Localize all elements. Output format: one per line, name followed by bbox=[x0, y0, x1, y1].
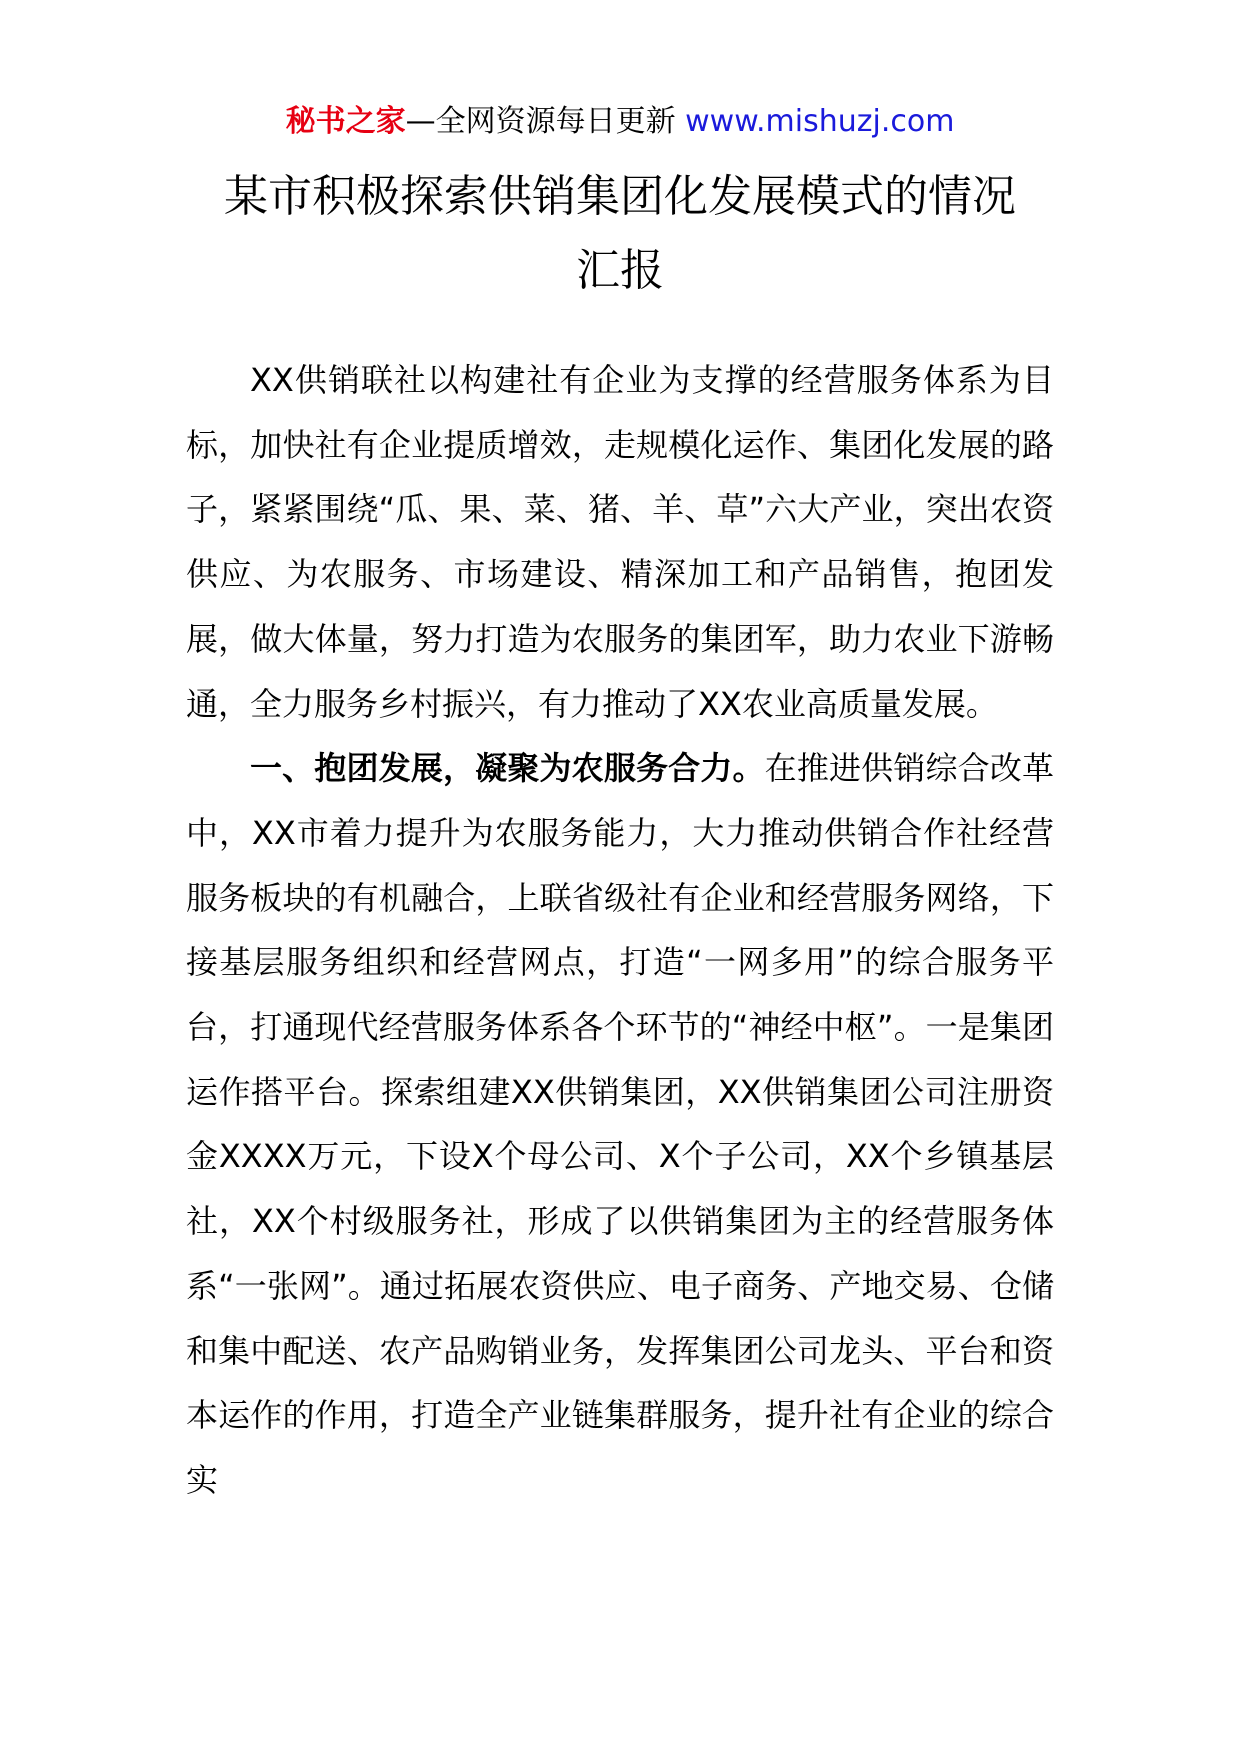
title-line-1: 某市积极探索供销集团化发展模式的情况 bbox=[224, 171, 1016, 222]
paragraph-text: XX供销联社以构建社有企业为支撑的经营服务体系为目标，加快社有企业提质增效，走规模化运作、集团化发展的路子，紧紧围绕“瓜、果、菜、猪、羊、草”六大产业，突出农资供应、为农服务、市场建设、精深加工和产品销售，抱团发展，做大体量，努力打造为农服务的集团军，助力农业下游畅通，全力服务乡村振兴，有力推动了XX农业高质量发展。 bbox=[186, 361, 1054, 723]
paragraph-intro bbox=[186, 348, 1054, 736]
title-line-2: 汇报 bbox=[576, 245, 664, 296]
section-heading: 一、抱团发展，凝聚为农服务合力。 bbox=[250, 749, 765, 788]
site-header bbox=[0, 100, 1240, 144]
site-url-link[interactable]: www.mishuzj.com bbox=[685, 104, 955, 139]
site-brand: 秘书之家 bbox=[285, 104, 406, 139]
paragraph-section-1 bbox=[186, 736, 1054, 1512]
site-tagline: —全网资源每日更新 bbox=[405, 104, 686, 139]
document-title bbox=[190, 160, 1050, 308]
document-body bbox=[186, 348, 1054, 1513]
paragraph-text: 在推进供销综合改革中，XX市着力提升为农服务能力，大力推动供销合作社经营服务板块的有机融合，上联省级社有企业和经营服务网络，下接基层服务组织和经营网点，打造“一网多用”的综合服务平台，打通现代经营服务体系各个环节的“神经中枢”。一是集团运作搭平台。探索组建XX供销集团，XX供销集团公司注册资金XXXX万元，下设X个母公司、X个子公司，XX个乡镇基层社，XX个村级服务社，形成了以供销集团为主的经营服务体系“一张网”。通过拓展农资供应、电子商务、产地交易、仓储和集中配送、农产品购销业务，发挥集团公司龙头、平台和资本运作的作用，打造全产业链集群服务，提升社有企业的综合实 bbox=[186, 749, 1054, 1499]
